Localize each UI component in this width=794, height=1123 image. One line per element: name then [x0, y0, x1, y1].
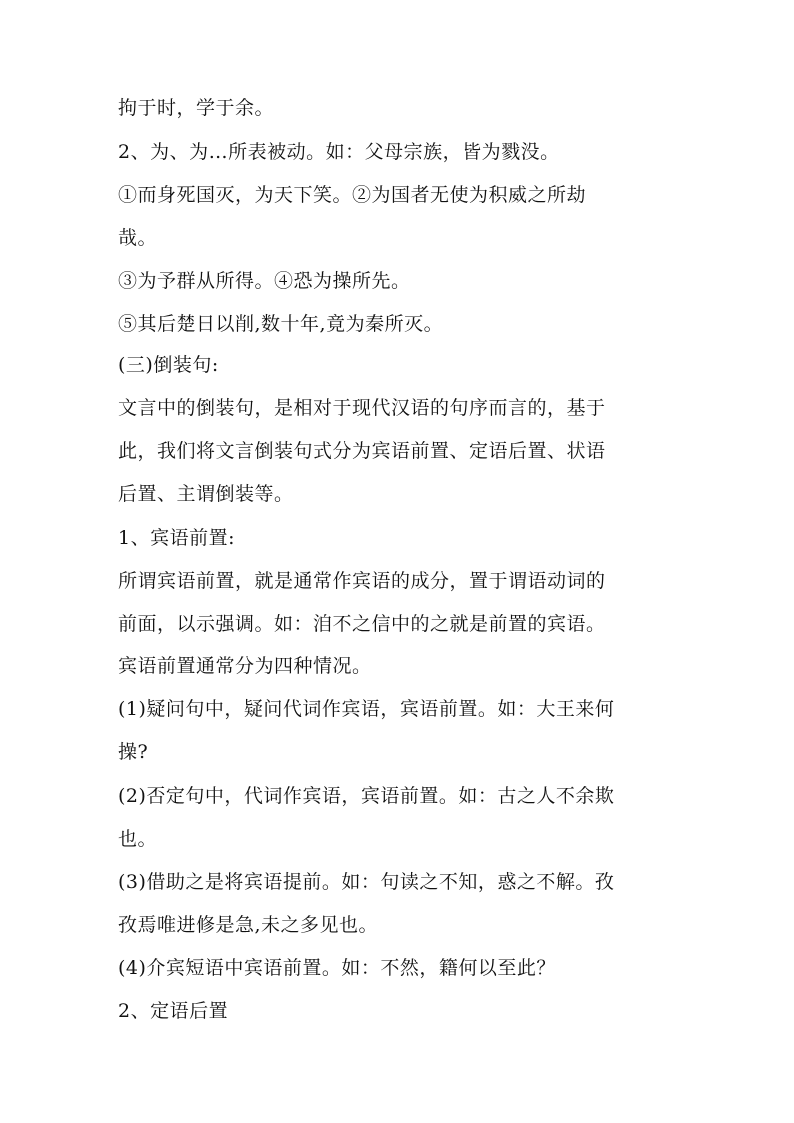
- text-line-2: 2、为、为…所表被动。如：父母宗族，皆为戮没。: [118, 141, 560, 163]
- text-line-6: ⑤其后楚日以削,数十年,竟为秦所灭。: [118, 313, 444, 335]
- text-line-4: 哉。: [118, 227, 158, 249]
- text-line-22: 2、定语后置: [118, 1000, 229, 1022]
- text-line-12: 所谓宾语前置，就是通常作宾语的成分，置于谓语动词的: [118, 570, 606, 592]
- text-line-21: (4)介宾短语中宾语前置。如：不然，籍何以至此？: [118, 957, 556, 979]
- text-line-10: 后置、主谓倒装等。: [118, 483, 294, 505]
- text-line-18: 也。: [118, 828, 158, 850]
- text-line-13: 前面，以示强调。如：洎不之信中的之就是前置的宾语。: [118, 613, 606, 635]
- text-line-19: (3)借助之是将宾语提前。如：句读之不知，惑之不解。孜: [118, 871, 615, 893]
- text-line-5: ③为予群从所得。④恐为操所先。: [118, 270, 411, 292]
- text-line-16: 操?: [118, 741, 149, 763]
- text-line-14: 宾语前置通常分为四种情况。: [118, 655, 372, 677]
- text-line-7: (三)倒装句:: [118, 354, 219, 376]
- text-line-8: 文言中的倒装句，是相对于现代汉语的句序而言的，基于: [118, 397, 606, 419]
- text-line-15: (1)疑问句中，疑问代词作宾语，宾语前置。如：大王来何: [118, 698, 615, 720]
- text-line-9: 此，我们将文言倒装句式分为宾语前置、定语后置、状语: [118, 440, 606, 462]
- text-line-11: 1、宾语前置:: [118, 527, 235, 549]
- text-line-17: (2)否定句中，代词作宾语，宾语前置。如：古之人不余欺: [118, 785, 615, 807]
- text-line-20: 孜焉唯进修是急,未之多见也。: [118, 914, 379, 936]
- text-line-1: 拘于时，学于余。: [118, 97, 275, 119]
- text-line-3: ①而身死国灭，为天下笑。②为国者无使为积威之所劫: [118, 184, 587, 206]
